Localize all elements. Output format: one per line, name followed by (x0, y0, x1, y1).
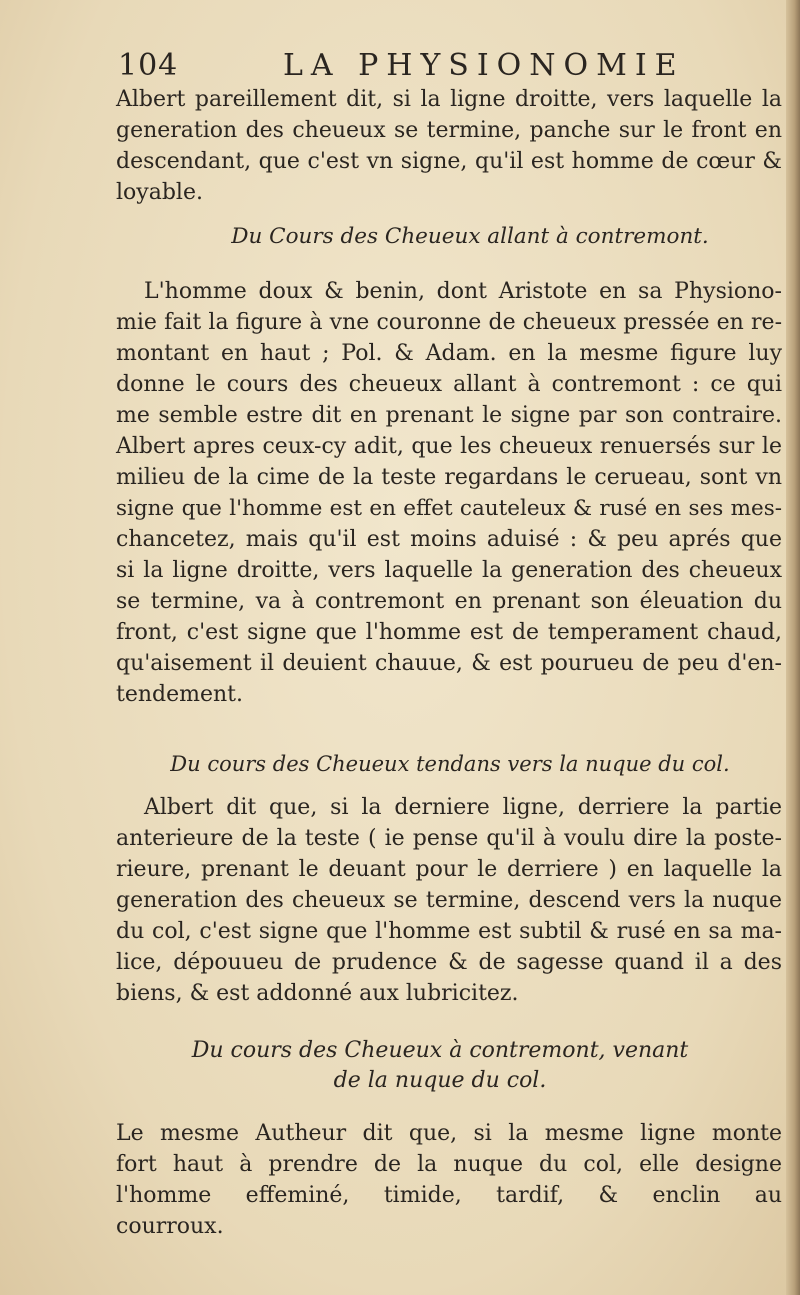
running-title: LA PHYSIONOMIE (283, 48, 685, 83)
text-line: si la ligne droitte, vers laquelle la generation des cheueux (116, 558, 782, 583)
text-line: courroux. (116, 1214, 224, 1239)
text-line: Albert dit que, si la derniere ligne, derriere la partie (144, 795, 782, 820)
section-heading-continued: de la nuque du col. (333, 1068, 547, 1093)
text-line: tendement. (116, 682, 244, 707)
text-line: anterieure de la teste ( ie pense qu'il à voulu dire la poste- (116, 826, 782, 851)
text-line: donne le cours des cheueux allant à contremont : ce qui (116, 372, 782, 397)
text-line: chancetez, mais qu'il est moins aduisé : & peu aprés que (116, 527, 782, 552)
text-line: Albert apres ceux-cy adit, que les cheueux renuersés sur le (116, 434, 782, 459)
paragraph-3 (116, 792, 782, 1009)
section-heading: Du Cours des Cheueux allant à contremont. (231, 224, 709, 249)
text-line: qu'aisement il deuient chauue, & est pourueu de peu d'en- (116, 651, 782, 676)
text-line: generation des cheueux se termine, panche sur le front en (116, 118, 782, 143)
text-line: rieure, prenant le deuant pour le derriere ) en laquelle la (116, 857, 782, 882)
text-line: biens, & est addonné aux lubricitez. (116, 981, 519, 1006)
text-line: loyable. (116, 180, 203, 205)
text-line: signe que l'homme est en effet cauteleux & rusé en ses mes- (116, 496, 782, 521)
section-heading: Du cours des Cheueux à contremont, venant (191, 1038, 689, 1063)
paragraph-4 (116, 1118, 782, 1242)
text-line: L'homme doux & benin, dont Aristote en sa Physiono- (144, 279, 782, 304)
text-line: lice, dépouueu de prudence & de sagesse quand il a des (116, 950, 782, 975)
paragraph-1 (116, 84, 782, 208)
text-line: me semble estre dit en prenant le signe par son contraire. (116, 403, 782, 428)
text-line: l'homme effeminé, timide, tardif, & enclin au (116, 1183, 782, 1208)
paragraph-2 (116, 276, 782, 710)
text-line: Albert pareillement dit, si la ligne droitte, vers laquelle la (116, 87, 782, 112)
text-line: fort haut à prendre de la nuque du col, elle designe (116, 1152, 782, 1177)
page-header (118, 48, 778, 86)
text-line: Le mesme Autheur dit que, si la mesme ligne monte (116, 1121, 782, 1146)
text-line: du col, c'est signe que l'homme est subtil & rusé en sa ma- (116, 919, 782, 944)
text-line: montant en haut ; Pol. & Adam. en la mesme figure luy (116, 341, 782, 366)
text-line: descendant, que c'est vn signe, qu'il est homme de cœur & (116, 149, 782, 174)
section-heading: Du cours des Cheueux tendans vers la nuque du col. (170, 752, 730, 776)
text-line: generation des cheueux se termine, descend vers la nuque (116, 888, 782, 913)
text-line: milieu de la cime de la teste regardans le cerueau, sont vn (116, 465, 782, 490)
text-line: front, c'est signe que l'homme est de temperament chaud, (116, 620, 782, 645)
page-edge (786, 0, 800, 1295)
text-line: se termine, va à contremont en prenant son éleuation du (116, 589, 782, 614)
page-number: 104 (118, 48, 179, 83)
text-line: mie fait la figure à vne couronne de cheueux pressée en re- (116, 310, 782, 335)
